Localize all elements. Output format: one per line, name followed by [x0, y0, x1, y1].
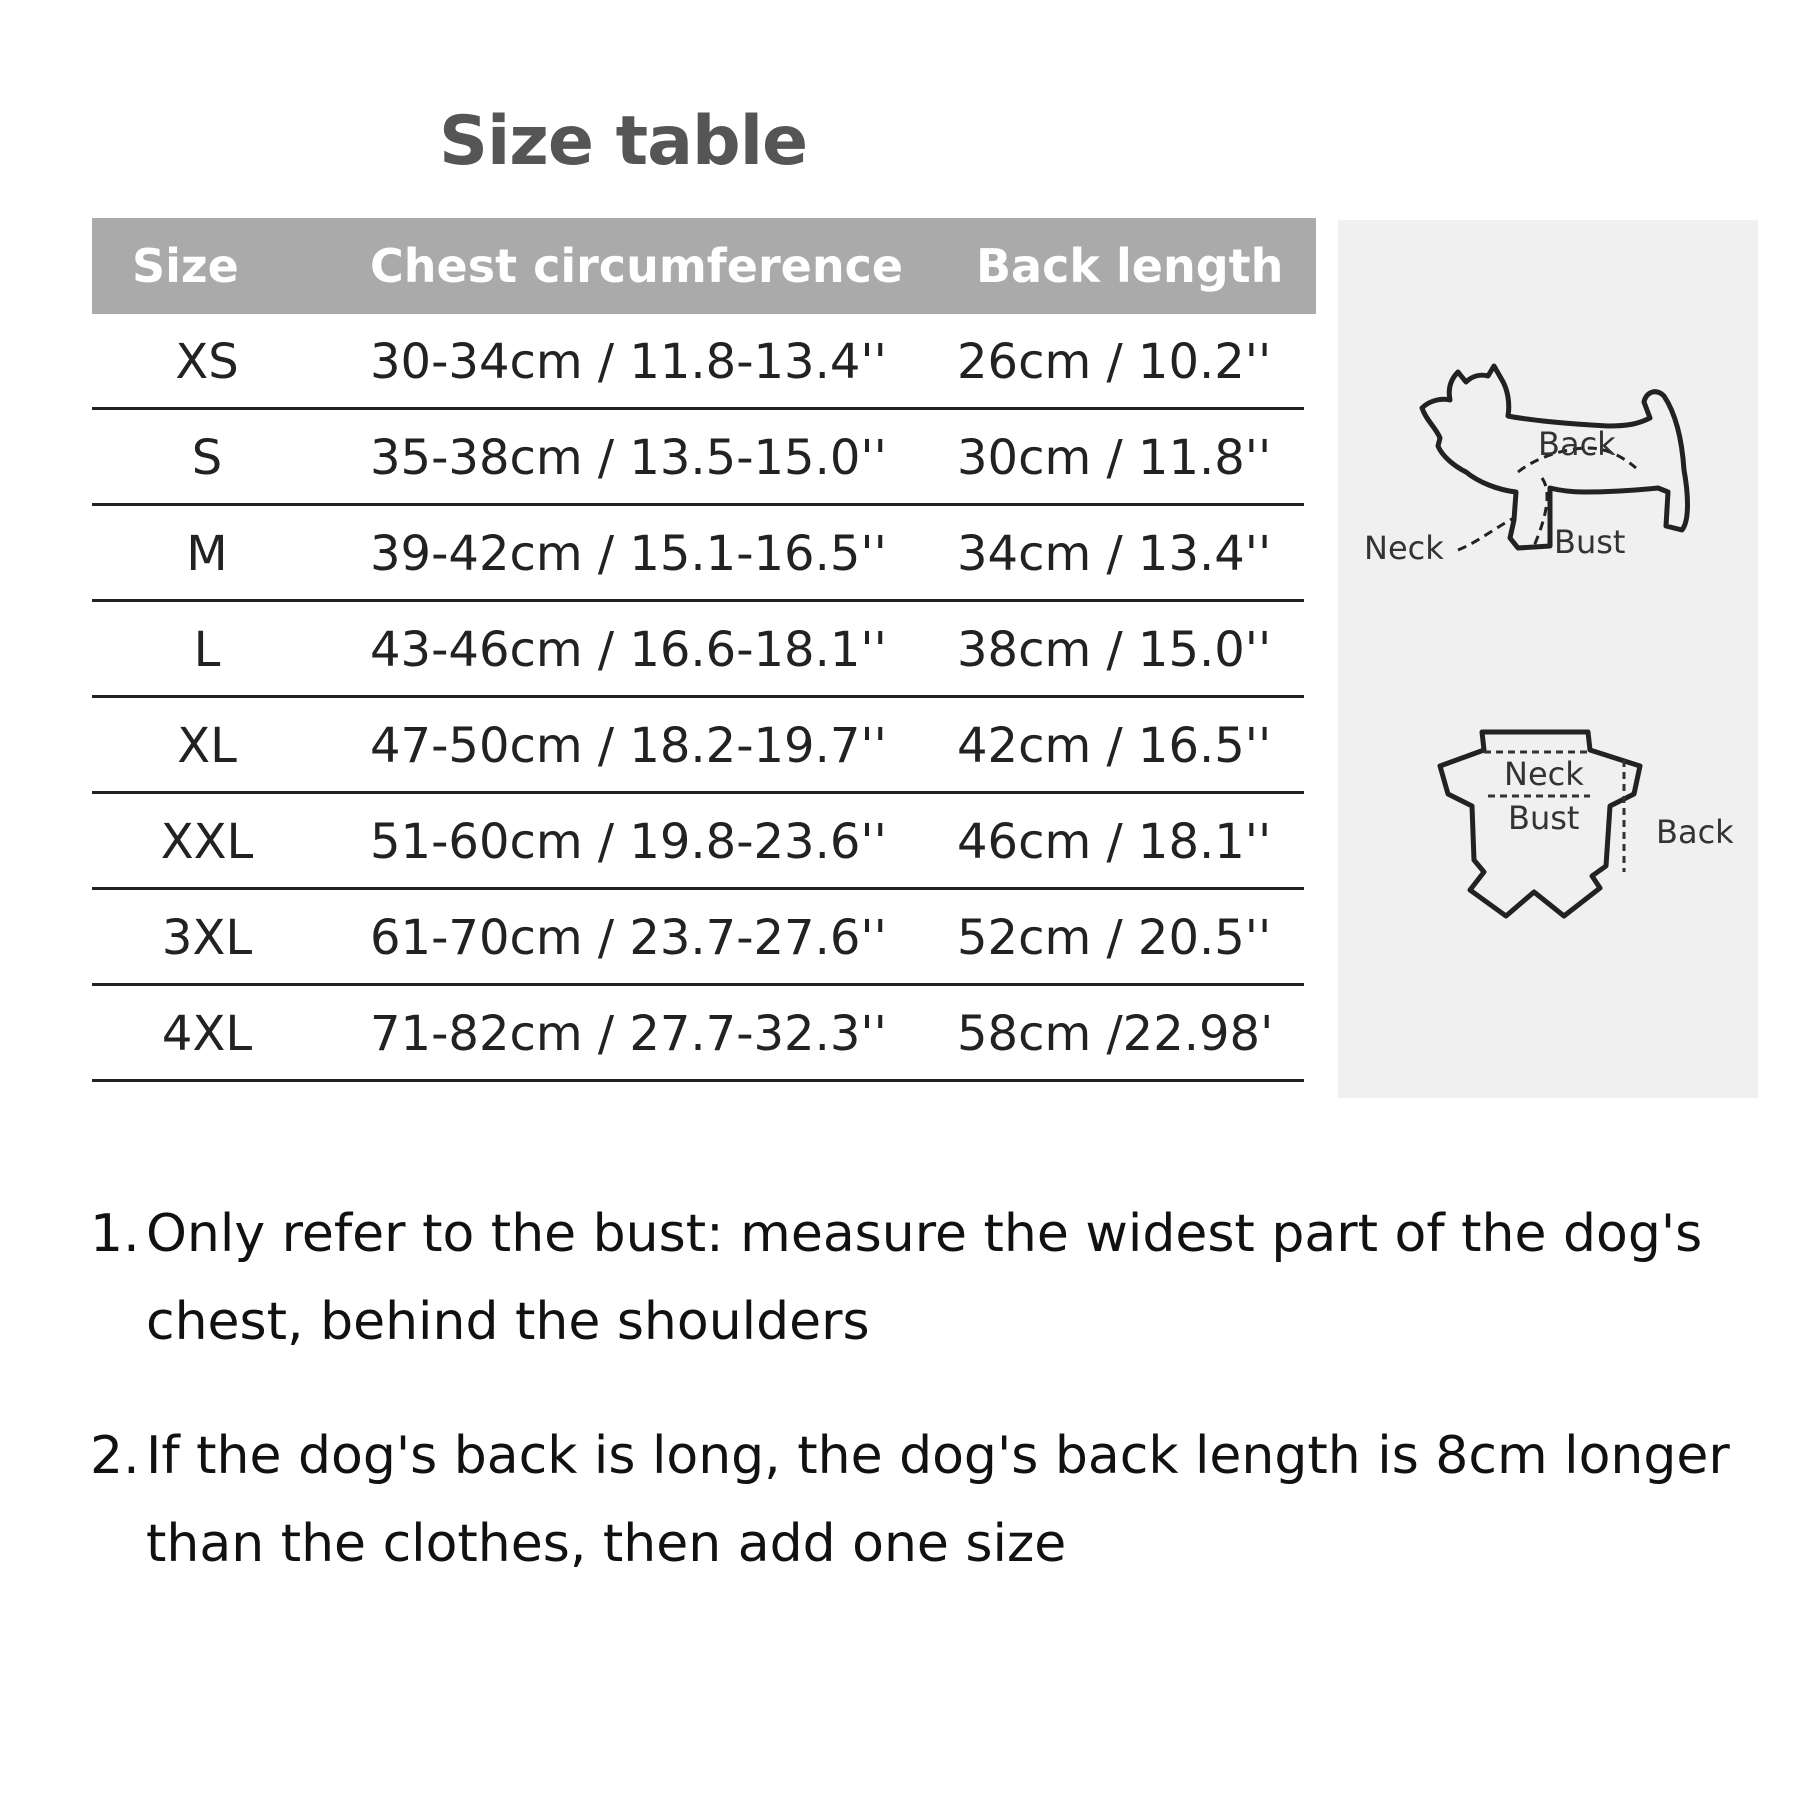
back-length-cell: 52cm / 20.5''	[957, 910, 1272, 966]
size-cell: 3XL	[161, 910, 253, 966]
table-row	[92, 314, 1304, 410]
size-cell: XXL	[160, 814, 254, 870]
measurement-notes	[90, 1190, 1770, 1634]
header-back-length: Back length	[976, 239, 1284, 293]
dog-neck-label: Neck	[1364, 529, 1444, 567]
note-item	[90, 1412, 1770, 1588]
note-text: If the dog's back is long, the dog's back length is 8cm longer than the clothes, then add one size	[146, 1426, 1730, 1574]
dog-neck-measure	[1458, 518, 1514, 550]
table-header	[92, 218, 1316, 314]
garment-back-label: Back	[1656, 813, 1734, 851]
back-length-cell: 42cm / 16.5''	[957, 718, 1272, 774]
table-row	[92, 890, 1304, 986]
garment-bust-label: Bust	[1508, 799, 1580, 837]
note-item	[90, 1190, 1770, 1366]
chest-cell: 51-60cm / 19.8-23.6''	[370, 814, 887, 870]
chest-cell: 71-82cm / 27.7-32.3''	[370, 1006, 887, 1062]
back-length-cell: 46cm / 18.1''	[957, 814, 1272, 870]
dog-back-label: Back	[1538, 425, 1616, 463]
back-length-cell: 26cm / 10.2''	[957, 334, 1272, 390]
table-row	[92, 698, 1304, 794]
chest-cell: 39-42cm / 15.1-16.5''	[370, 526, 887, 582]
table-row	[92, 410, 1304, 506]
size-cell: M	[186, 526, 228, 582]
header-size: Size	[132, 239, 239, 293]
size-cell: L	[193, 622, 221, 678]
back-length-cell: 58cm /22.98'	[957, 1006, 1274, 1062]
chest-cell: 35-38cm / 13.5-15.0''	[370, 430, 887, 486]
size-cell: XL	[177, 718, 237, 774]
size-cell: S	[191, 430, 223, 486]
header-chest: Chest circumference	[370, 239, 904, 293]
chest-cell: 43-46cm / 16.6-18.1''	[370, 622, 887, 678]
table-row	[92, 794, 1304, 890]
page-title: Size table	[439, 102, 808, 181]
measurement-illustration	[1338, 220, 1758, 1098]
chest-cell: 30-34cm / 11.8-13.4''	[370, 334, 887, 390]
chest-cell: 47-50cm / 18.2-19.7''	[370, 718, 887, 774]
size-cell: 4XL	[161, 1006, 253, 1062]
back-length-cell: 38cm / 15.0''	[957, 622, 1272, 678]
table-row	[92, 986, 1304, 1082]
dog-bust-measure	[1534, 478, 1547, 546]
garment-neck-label: Neck	[1504, 755, 1584, 793]
note-text: Only refer to the bust: measure the widest part of the dog's chest, behind the shoulders	[146, 1204, 1703, 1352]
measurement-diagram	[1338, 220, 1758, 1098]
table-row	[92, 602, 1304, 698]
size-table	[92, 218, 1316, 1082]
note-number: 2.	[90, 1426, 140, 1486]
size-cell: XS	[175, 334, 239, 390]
back-length-cell: 34cm / 13.4''	[957, 526, 1272, 582]
table-row	[92, 506, 1304, 602]
back-length-cell: 30cm / 11.8''	[957, 430, 1272, 486]
note-number: 1.	[90, 1204, 140, 1264]
dog-bust-label: Bust	[1554, 523, 1626, 561]
chest-cell: 61-70cm / 23.7-27.6''	[370, 910, 887, 966]
